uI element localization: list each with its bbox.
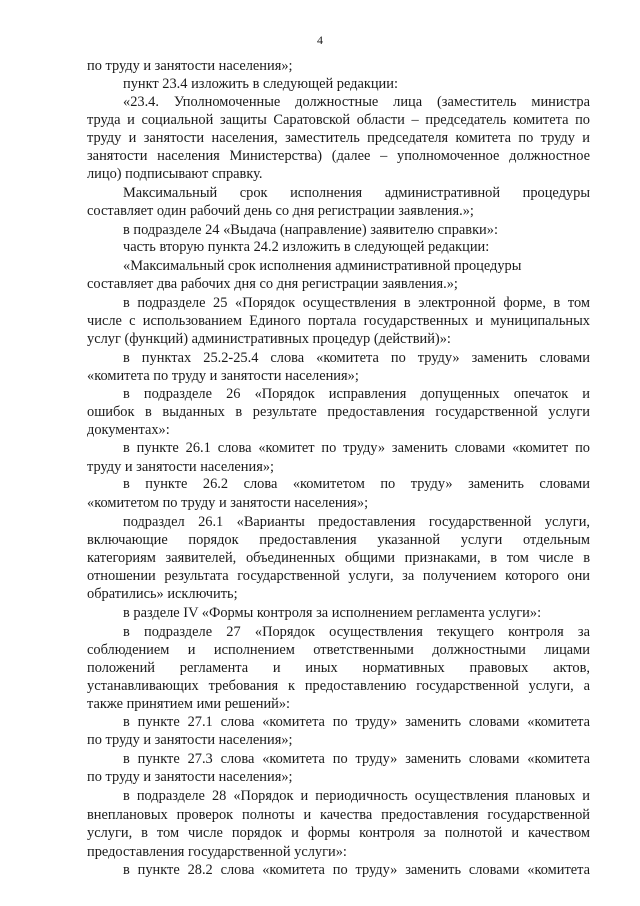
page-number: 4 xyxy=(317,33,323,47)
text-line: в подразделе 26 «Порядок исправления допущенных опечаток и xyxy=(123,386,590,402)
text-line: категориям заявителей, объединенных общими признаками, в том числе в xyxy=(87,550,590,566)
text-line: труду и занятости населения, заместитель председателя комитета по труду и xyxy=(87,130,590,146)
text-line: лицо) подписывают справку. xyxy=(87,166,263,182)
text-line: труду и занятости населения»; xyxy=(87,459,275,475)
text-line: в разделе IV «Формы контроля за исполнением регламента услуги»: xyxy=(123,605,542,621)
text-line: числе с использованием Единого портала государственных и муниципальных xyxy=(87,313,590,329)
text-line: в подразделе 25 «Порядок осуществления в электронной форме, в том xyxy=(123,295,590,311)
text-line: предоставления государственной услуги»: xyxy=(87,844,347,860)
text-line: Максимальный срок исполнения административной процедуры xyxy=(123,185,590,201)
text-line: в пунктах 25.2-25.4 слова «комитета по труду» заменить словами xyxy=(123,350,590,366)
text-line: обратились» исключить; xyxy=(87,586,238,602)
text-line: ошибок в выданных в результате предоставления государственной услуги xyxy=(87,404,590,420)
text-line: часть вторую пункта 24.2 изложить в следующей редакции: xyxy=(123,239,490,255)
text-line: составляет один рабочий день со дня регистрации заявления.»; xyxy=(87,203,474,219)
text-line: соблюдением и исполнением ответственными должностными лицами xyxy=(87,642,590,658)
text-line: пункт 23.4 изложить в следующей редакции: xyxy=(123,76,398,92)
text-line: положений регламента и иных нормативных правовых актов, xyxy=(87,660,590,676)
text-line: в подразделе 28 «Порядок и периодичность осуществления плановых и xyxy=(123,788,590,804)
text-line: «комитета по труду и занятости населения»; xyxy=(87,368,359,384)
text-line: устанавливающих требования к предоставлению государственной услуги, а xyxy=(87,678,590,694)
text-line: в пункте 26.1 слова «комитет по труду» заменить словами «комитет по xyxy=(123,440,590,456)
text-line: по труду и занятости населения»; xyxy=(87,769,293,785)
text-line: занятости населения Министерства) (далее – уполномоченное должностное xyxy=(87,148,590,164)
text-line: подраздел 26.1 «Варианты предоставления государственной услуги, xyxy=(123,514,590,530)
text-line: «комитетом по труду и занятости населения»; xyxy=(87,495,369,511)
text-line: в пункте 28.2 слова «комитета по труду» заменить словами «комитета xyxy=(123,862,590,878)
text-line: включающие порядок предоставления указанной услуги отдельным xyxy=(87,532,590,548)
text-line: документах»: xyxy=(87,422,170,438)
text-line: труда и социальной защиты Саратовской области – председатель комитета по xyxy=(87,112,590,128)
text-line: услуги, в том числе порядок и формы контроля за полнотой и качеством xyxy=(87,825,590,841)
text-line: по труду и занятости населения»; xyxy=(87,732,293,748)
text-line: внеплановых проверок полноты и качества предоставления государственной xyxy=(87,807,590,823)
text-line: «Максимальный срок исполнения административной процедуры xyxy=(123,258,522,274)
text-line: также принятием ими решений»: xyxy=(87,696,291,712)
text-line: отношении результата государственной услуги, за получением которого они xyxy=(87,568,590,584)
text-line: составляет два рабочих дня со дня регистрации заявления.»; xyxy=(87,276,458,292)
text-line: в пункте 27.1 слова «комитета по труду» заменить словами «комитета xyxy=(123,714,590,730)
text-line: в пункте 26.2 слова «комитетом по труду» заменить словами xyxy=(123,476,590,492)
text-line: по труду и занятости населения»; xyxy=(87,58,293,74)
text-line: услуг (функций) административных процедур (действий)»: xyxy=(87,331,451,347)
text-line: «23.4. Уполномоченные должностные лица (заместитель министра xyxy=(123,94,590,110)
text-line: в подразделе 27 «Порядок осуществления текущего контроля за xyxy=(123,624,590,640)
text-line: в пункте 27.3 слова «комитета по труду» заменить словами «комитета xyxy=(123,751,590,767)
text-line: в подразделе 24 «Выдача (направление) заявителю справки»: xyxy=(123,222,498,238)
